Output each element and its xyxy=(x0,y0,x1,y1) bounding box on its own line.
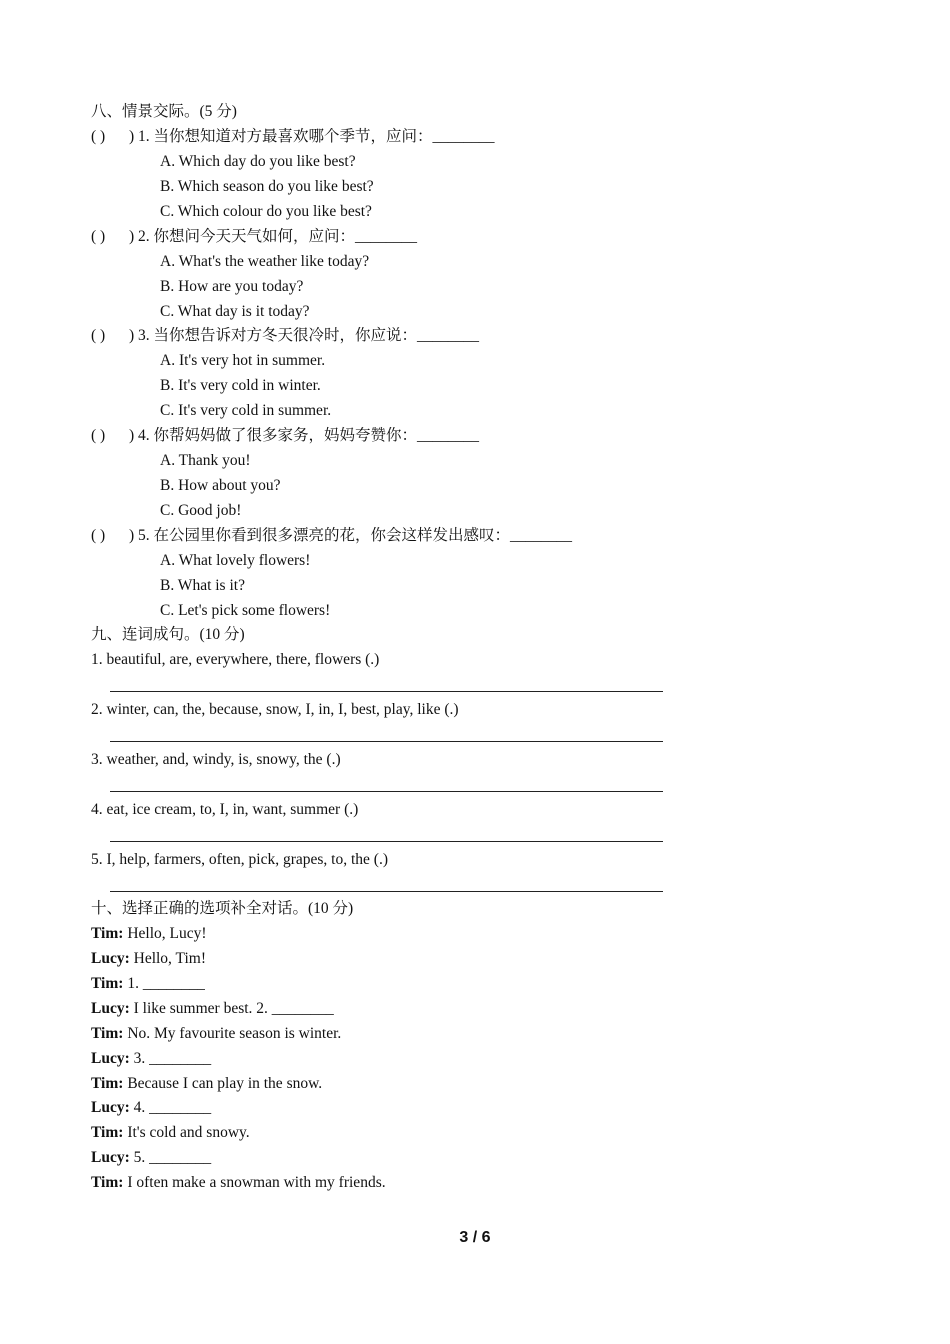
speaker-tim: Tim: xyxy=(91,1075,124,1092)
dialogue-text: Because I can play in the snow. xyxy=(123,1075,323,1092)
question-5-option-b: B. What is it? xyxy=(160,577,245,594)
dialogue-line xyxy=(91,1148,211,1168)
question-1-stem: ) 1. 当你想知道对方最喜欢哪个季节，应问：________ xyxy=(129,128,495,145)
section-9-title: 九、连词成句。(10 分) xyxy=(91,626,245,643)
dialogue-line xyxy=(91,1049,211,1069)
dialogue-line xyxy=(91,1173,386,1193)
question-5-option-c: C. Let's pick some flowers! xyxy=(160,602,331,619)
question-1-option-b: B. Which season do you like best? xyxy=(160,178,374,195)
question-4-option-b: B. How about you? xyxy=(160,477,281,494)
dialogue-line xyxy=(91,924,207,944)
speaker-lucy: Lucy: xyxy=(91,1000,130,1017)
question-2-stem: ) 2. 你想问今天天气如何，应问：________ xyxy=(129,228,418,245)
answer-paren-1[interactable]: ( ) xyxy=(91,128,106,145)
section-8-title: 八、情景交际。(5 分) xyxy=(91,103,237,120)
dialogue-line xyxy=(91,1074,322,1094)
question-5-option-a: A. What lovely flowers! xyxy=(160,552,311,569)
question-1-option-a: A. Which day do you like best? xyxy=(160,153,356,170)
dialogue-text: Hello, Tim! xyxy=(129,950,206,967)
answer-paren-4[interactable]: ( ) xyxy=(91,427,106,444)
answer-line-2[interactable] xyxy=(110,741,663,742)
sentence-item-5: 5. I, help, farmers, often, pick, grapes, to, the (.) xyxy=(91,851,388,868)
speaker-tim: Tim: xyxy=(91,975,124,992)
question-2-option-c: C. What day is it today? xyxy=(160,303,310,320)
speaker-lucy: Lucy: xyxy=(91,1149,130,1166)
question-3-stem: ) 3. 当你想告诉对方冬天很冷时，你应说：________ xyxy=(129,327,480,344)
page-number: 3 / 6 xyxy=(459,1229,491,1246)
dialogue-line xyxy=(91,1098,211,1118)
dialogue-text: 4. ________ xyxy=(129,1099,212,1116)
answer-paren-3[interactable]: ( ) xyxy=(91,327,106,344)
question-2-option-a: A. What's the weather like today? xyxy=(160,253,370,270)
sentence-item-3: 3. weather, and, windy, is, snowy, the (.) xyxy=(91,751,341,768)
sentence-item-1: 1. beautiful, are, everywhere, there, flowers (.) xyxy=(91,651,380,668)
speaker-lucy: Lucy: xyxy=(91,950,130,967)
dialogue-line xyxy=(91,1123,250,1143)
question-2-option-b: B. How are you today? xyxy=(160,278,304,295)
answer-paren-2[interactable]: ( ) xyxy=(91,228,106,245)
dialogue-text: 1. ________ xyxy=(123,975,205,992)
dialogue-text: I often make a snowman with my friends. xyxy=(123,1174,386,1191)
dialogue-line xyxy=(91,974,205,994)
question-3-option-b: B. It's very cold in winter. xyxy=(160,377,321,394)
dialogue-text: Hello, Lucy! xyxy=(123,925,207,942)
dialogue-text: 3. ________ xyxy=(129,1050,212,1067)
speaker-lucy: Lucy: xyxy=(91,1099,130,1116)
question-4-stem: ) 4. 你帮妈妈做了很多家务，妈妈夸赞你：________ xyxy=(129,427,480,444)
dialogue-text: I like summer best. 2. ________ xyxy=(129,1000,334,1017)
dialogue-text: It's cold and snowy. xyxy=(123,1124,250,1141)
answer-line-4[interactable] xyxy=(110,841,663,842)
speaker-tim: Tim: xyxy=(91,1174,124,1191)
dialogue-text: 5. ________ xyxy=(129,1149,212,1166)
question-3-option-a: A. It's very hot in summer. xyxy=(160,352,326,369)
dialogue-text: No. My favourite season is winter. xyxy=(123,1025,342,1042)
speaker-tim: Tim: xyxy=(91,1025,124,1042)
dialogue-line xyxy=(91,949,206,969)
speaker-tim: Tim: xyxy=(91,1124,124,1141)
dialogue-line xyxy=(91,999,334,1019)
question-3-option-c: C. It's very cold in summer. xyxy=(160,402,332,419)
sentence-item-4: 4. eat, ice cream, to, I, in, want, summer (.) xyxy=(91,801,359,818)
answer-line-1[interactable] xyxy=(110,691,663,692)
speaker-lucy: Lucy: xyxy=(91,1050,130,1067)
answer-paren-5[interactable]: ( ) xyxy=(91,527,106,544)
answer-line-5[interactable] xyxy=(110,891,663,892)
question-5-stem: ) 5. 在公园里你看到很多漂亮的花，你会这样发出感叹：________ xyxy=(129,527,573,544)
speaker-tim: Tim: xyxy=(91,925,124,942)
question-4-option-a: A. Thank you! xyxy=(160,452,251,469)
answer-line-3[interactable] xyxy=(110,791,663,792)
dialogue-line xyxy=(91,1024,341,1044)
question-4-option-c: C. Good job! xyxy=(160,502,242,519)
sentence-item-2: 2. winter, can, the, because, snow, I, in, I, best, play, like (.) xyxy=(91,701,459,718)
section-10-title: 十、选择正确的选项补全对话。(10 分) xyxy=(91,900,354,917)
question-1-option-c: C. Which colour do you like best? xyxy=(160,203,372,220)
